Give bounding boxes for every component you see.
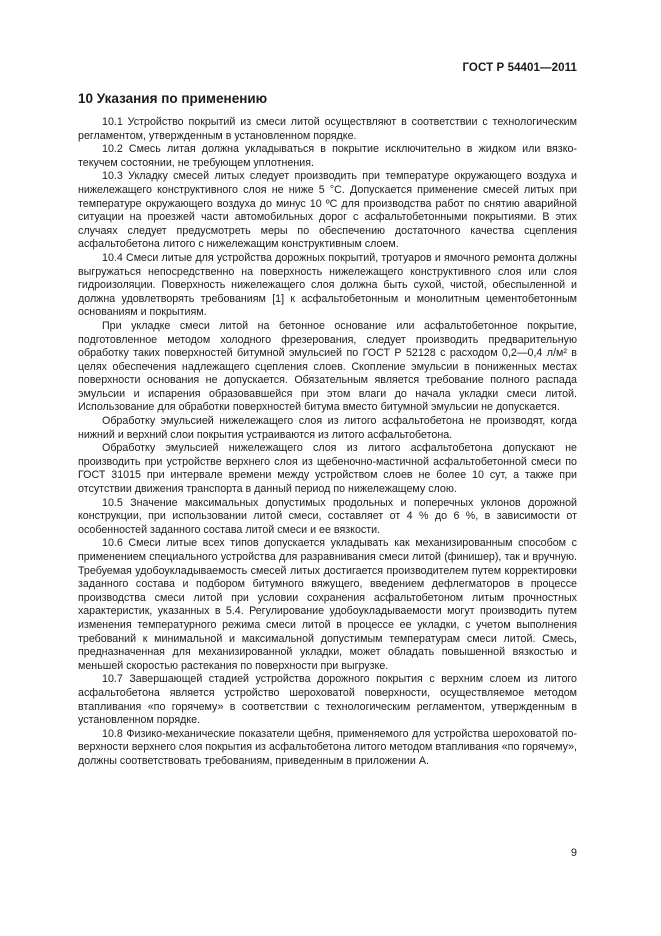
paragraph-10-4: 10.4 Смеси литые для устройства дорожных покрытий, тротуаров и ямочного ремонта должны выгружаться непосредственно на поверхность нижележащего конструктивного слоя или слоя гидроизоляции. Поверхность нижележащего слоя должна быть сухой, чистой, обеспыленной и должна удовлетворять требованиям [1] к асфальтобетонным и монолитным цементобетонным основаниям и покрытиям. — [78, 251, 577, 319]
paragraph-10-8: 10.8 Физико-механические показатели щебня, применяемого для устройства шероховатой поверхности верхнего слоя покрытия из асфальтобетона литого методом втапливания «по горячему», должны соответствовать требованиям, приведенным в приложении А. — [78, 727, 577, 767]
paragraph-10-2: 10.2 Смесь литая должна укладываться в покрытие исключительно в жидком или вязко-текучем состоянии, не требующем уплотнения. — [78, 143, 577, 169]
section-title: 10 Указания по применению — [78, 91, 268, 106]
paragraph-10-1: 10.1 Устройство покрытий из смеси литой осуществляют в соответствии с технологическим регламентом, утвержденным в установленном порядке. — [78, 116, 577, 142]
document-code: ГОСТ Р 54401—2011 — [462, 62, 577, 74]
paragraph-emulsion-optional: Обработку эмульсией нижележащего слоя из литого асфальтобетона допускают не производить при устройстве верхнего слоя из щебеночно-мастичной асфальтобетонной смеси по ГОСТ 31015 при интервале времени между устройством слоев не более 10 сут, а также при отсутствии движения транспорта в данный период по нижележащему слою. — [78, 442, 577, 496]
page-number: 9 — [570, 847, 577, 859]
paragraph-10-7: 10.7 Завершающей стадией устройства дорожного покрытия с верхним слоем из литого асфальтобетона является устройство шероховатой поверхности, осуществляемое методом втапливания «по горячему» в соответствии с технологическим регламентом, утвержденным в установленном порядке. — [78, 673, 577, 727]
paragraph-10-6: 10.6 Смеси литые всех типов допускается укладывать как механизированным способом с применением специального устройства для разравнивания смеси литой (финишер), так и вручную. Требуемая удобоукладываемость смесей литых достигается производителем путем корректировки заданного состава и подбором битумного вяжущего, введением дефлегматоров в процессе производства смеси литой при условии сохранения асфальтобетоном литым прочностных характеристик, указанных в 5.4. Регулирование удобоукладываемости могут производить путем изменения температурного режима смеси литой в процессе ее укладки, с учетом выполнения требований к минимальной и максимальной допустимым температурам смеси литой. Смесь, предназначенная для механизированной укладки, может обладать повышенной вязкостью и меньшей скоростью растекания по поверхности при выгрузке. — [78, 537, 577, 672]
paragraph-emulsion-not-required: Обработку эмульсией нижележащего слоя из литого асфальтобетона не производят, когда нижний и верхний слои покрытия устраиваются из литого асфальтобетона. — [78, 415, 577, 441]
paragraph-concrete-base: При укладке смеси литой на бетонное основание или асфальтобетонное покрытие, подготовленное методом холодного фрезерования, следует производить предварительную обработку таких поверхностей битумной эмульсией по ГОСТ Р 52128 с расходом 0,2—0,4 л/м² в целях обеспечения надлежащего сцепления слоев. Скопление эмульсии в пониженных местах поверхности основания не допускается. Обязательным является требование полного распада эмульсии и испарения образовавшейся при этом влаги до начала укладки смеси литой. Использование для обработки поверхностей битума вместо битумной эмульсии не допускается. — [78, 319, 577, 414]
paragraph-10-5: 10.5 Значение максимальных допустимых продольных и поперечных уклонов дорожной конструкции, при использовании литой смеси, составляет от 4 % до 6 %, в зависимости от особенностей заданного состава литой смеси и ее вязкости. — [78, 496, 577, 536]
paragraph-10-3: 10.3 Укладку смесей литых следует производить при температуре окружающего воздуха и нижележащего конструктивного слоя не ниже 5 °С. Допускается применение смесей литых при температуре окружающего воздуха до минус 10 ºС для производства работ по снятию аварийной ситуации на проезжей части автомобильных дорог с асфальтобетонными покрытиями. В этих случаях следует предусмотреть меры по обеспечению достаточного качества сцепления асфальтобетона литого с нижележащим конструктивным слоем. — [78, 170, 577, 251]
section-body — [78, 116, 577, 769]
